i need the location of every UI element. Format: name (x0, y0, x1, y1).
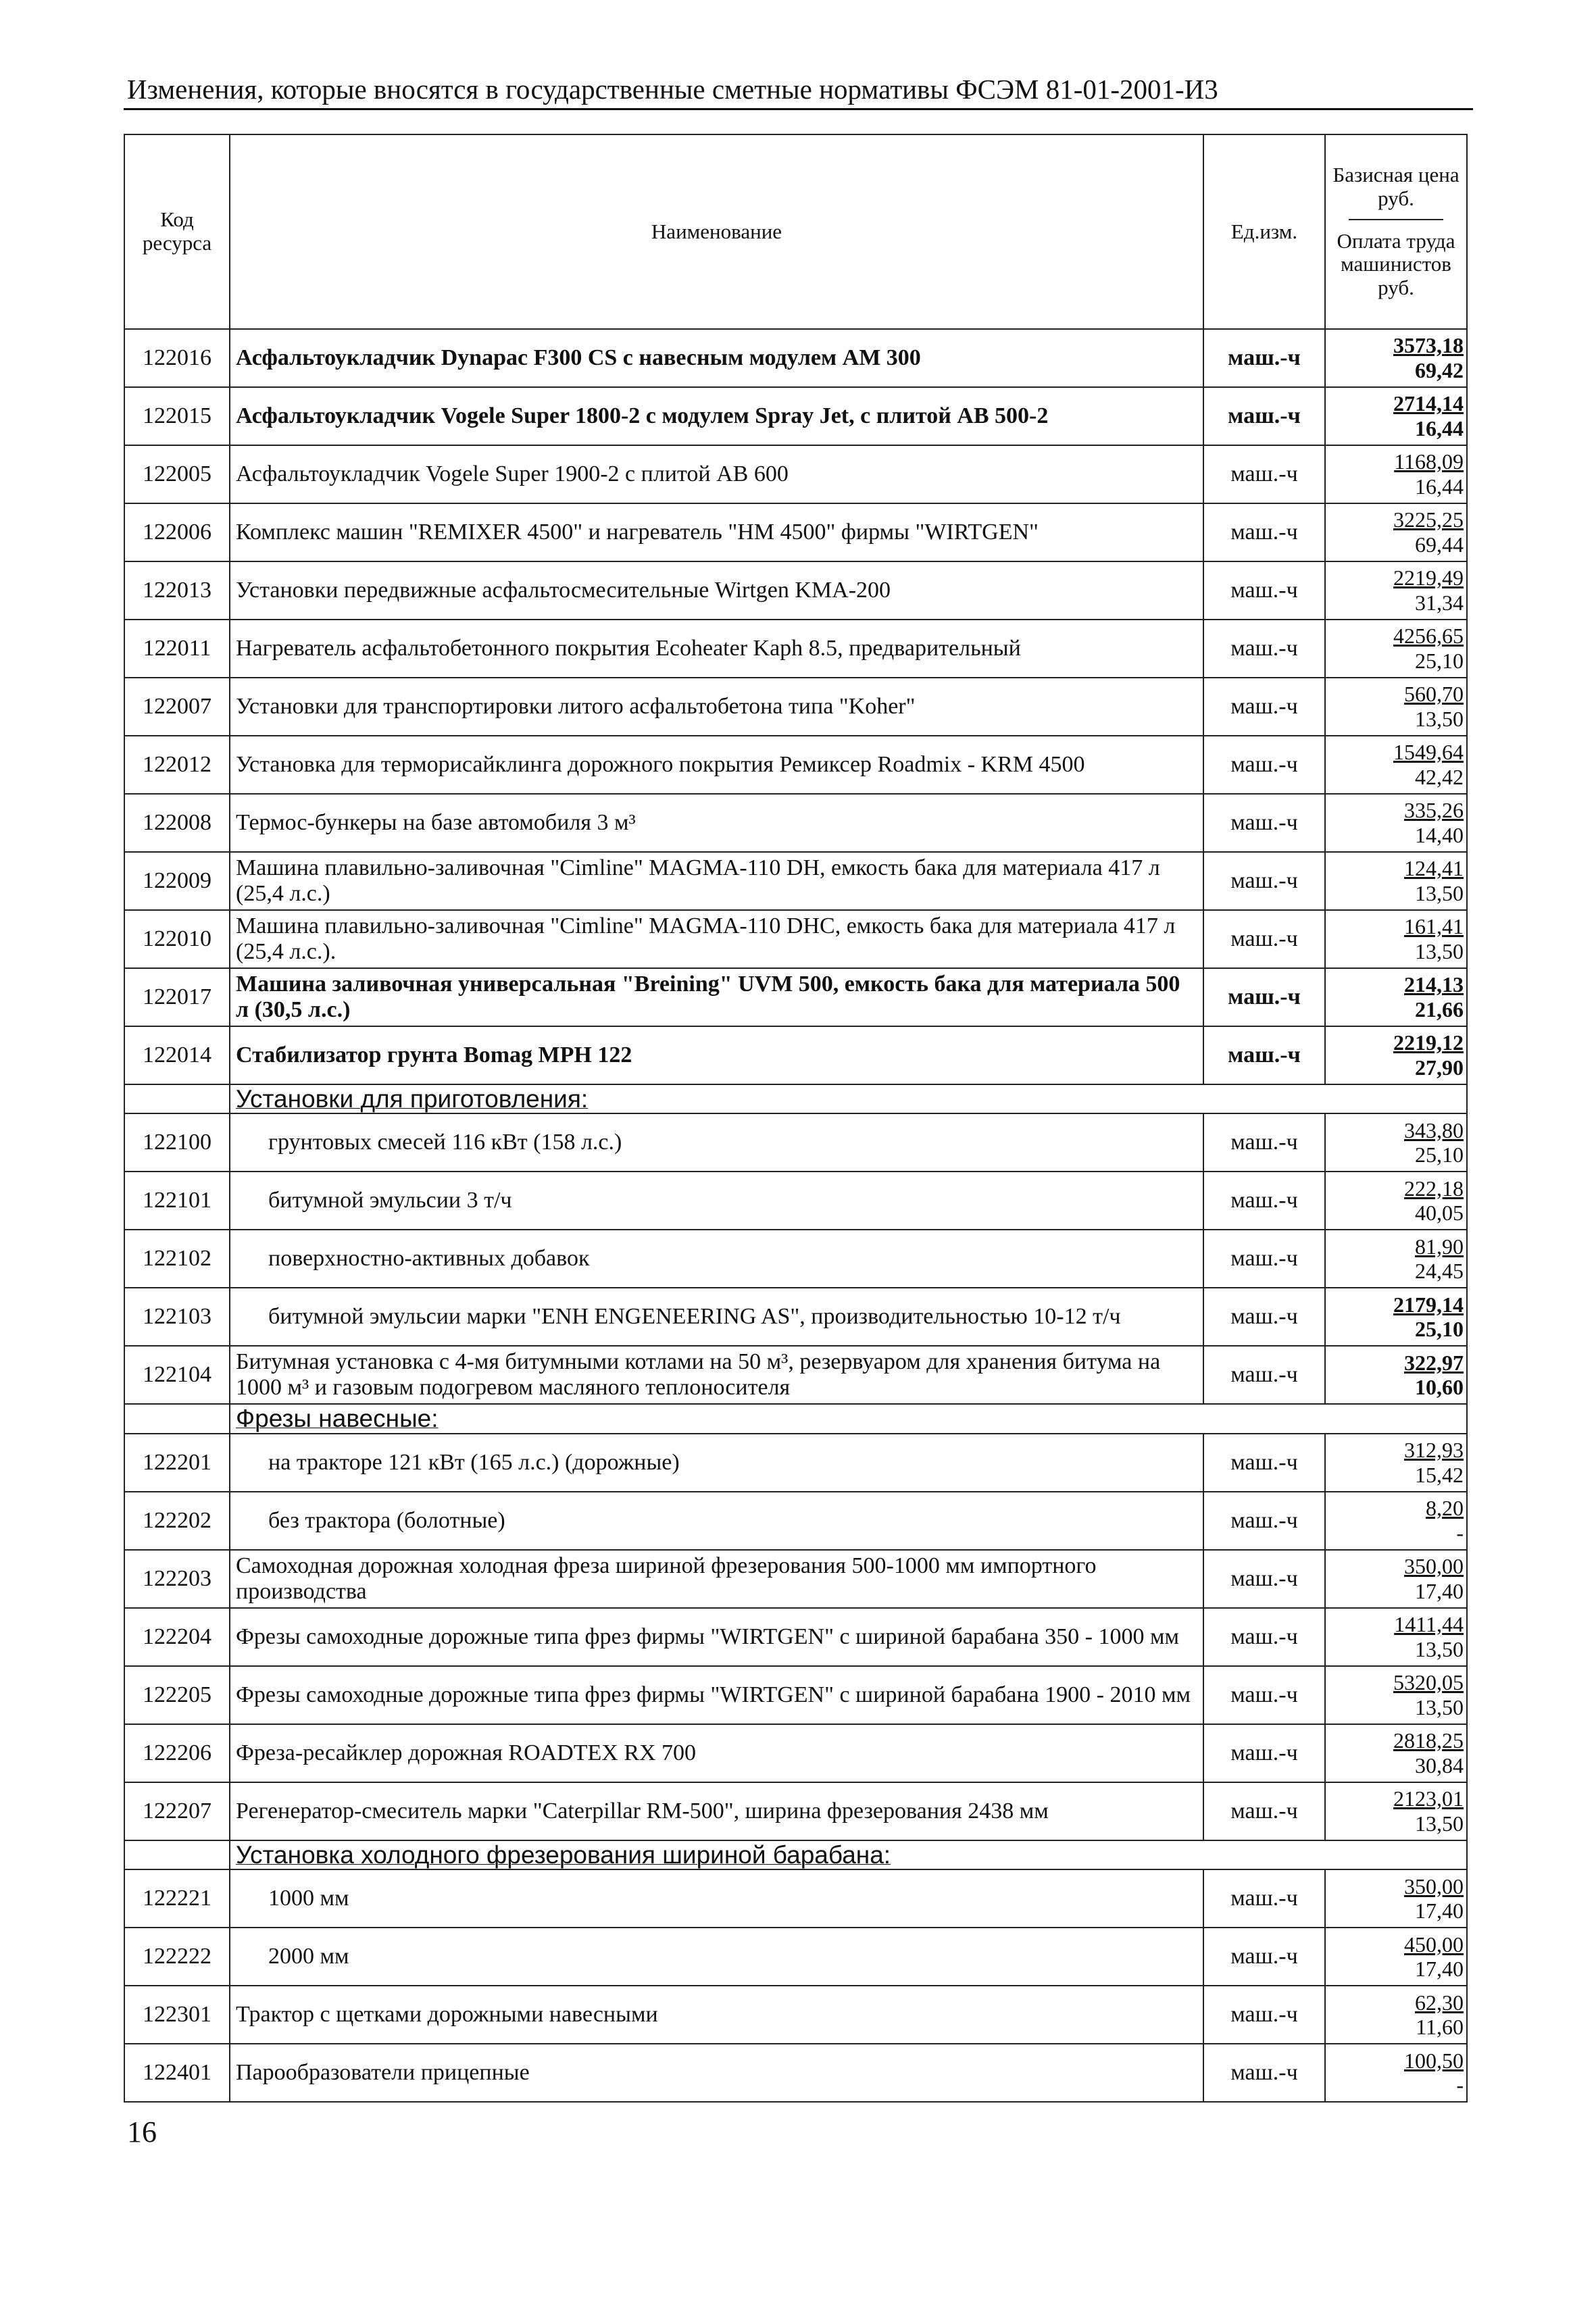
resource-price (1325, 1288, 1467, 1346)
resource-price (1325, 1492, 1467, 1550)
resource-code: 122006 (124, 503, 230, 561)
resource-name: Машина плавильно-заливочная "Cimline" MAGMA-110 DH, емкость бака для материала 417 л (25,4 л.с.) (230, 852, 1203, 910)
resource-code: 122012 (124, 736, 230, 794)
operator-wage: 40,05 (1415, 1201, 1464, 1226)
resource-price (1325, 387, 1467, 445)
col-header-code: Код ресурса (124, 134, 230, 329)
table-row (124, 736, 1467, 794)
resource-price (1325, 503, 1467, 561)
resource-price (1325, 1608, 1467, 1666)
base-price: 2219,49 (1393, 565, 1464, 590)
base-price: 214,13 (1404, 972, 1464, 997)
table-row (124, 1666, 1467, 1724)
table-row (124, 561, 1467, 620)
resource-unit: маш.-ч (1203, 1346, 1325, 1404)
section-title: Фрезы навесные: (230, 1404, 1467, 1433)
resource-name: грунтовых смесей 116 кВт (158 л.с.) (230, 1113, 1203, 1172)
page-number: 16 (127, 2115, 157, 2148)
section-title: Установка холодного фрезерования шириной барабана: (230, 1840, 1467, 1869)
resource-unit: маш.-ч (1203, 1928, 1325, 1986)
resource-name: Машина заливочная универсальная "Breining" UVM 500, емкость бака для материала 500 л (30,5 л.с.) (230, 968, 1203, 1026)
resource-unit: маш.-ч (1203, 503, 1325, 561)
resource-name: Трактор с щетками дорожными навесными (230, 1986, 1203, 2044)
resource-code: 122203 (124, 1550, 230, 1608)
resource-unit: маш.-ч (1203, 387, 1325, 445)
resource-code: 122401 (124, 2044, 230, 2102)
resource-unit: маш.-ч (1203, 794, 1325, 852)
operator-wage: 24,45 (1415, 1259, 1464, 1284)
resource-name: битумной эмульсии 3 т/ч (230, 1172, 1203, 1230)
resource-name: 2000 мм (230, 1928, 1203, 1986)
col-header-price-bottom: Оплата труда машинистов руб. (1337, 228, 1455, 300)
base-price: 335,26 (1404, 798, 1464, 823)
resource-name: Нагреватель асфальтобетонного покрытия Ecoheater Kaph 8.5, предварительный (230, 620, 1203, 678)
resource-unit: маш.-ч (1203, 1666, 1325, 1724)
operator-wage: - (1456, 2073, 1464, 2098)
resource-price (1325, 1434, 1467, 1492)
resource-name: Машина плавильно-заливочная "Cimline" MAGMA-110 DHC, емкость бака для материала 417 л (25,4 л.с.). (230, 910, 1203, 968)
resource-code: 122202 (124, 1492, 230, 1550)
resource-code: 122017 (124, 968, 230, 1026)
resource-price (1325, 445, 1467, 503)
resource-code: 122204 (124, 1608, 230, 1666)
operator-wage: 13,50 (1415, 1636, 1464, 1661)
resource-unit: маш.-ч (1203, 445, 1325, 503)
table-row (124, 1288, 1467, 1346)
resource-code: 122008 (124, 794, 230, 852)
resource-name: Регенератор-смеситель марки "Caterpillar RM-500", ширина фрезерования 2438 мм (230, 1782, 1203, 1840)
table-row (124, 1172, 1467, 1230)
resource-code: 122102 (124, 1230, 230, 1288)
operator-wage: 16,44 (1415, 416, 1464, 441)
resource-unit: маш.-ч (1203, 620, 1325, 678)
resource-name: Комплекс машин "REMIXER 4500" и нагреватель "HM 4500" фирмы "WIRTGEN" (230, 503, 1203, 561)
section-title: Установки для приготовления: (230, 1084, 1467, 1113)
resource-price (1325, 1724, 1467, 1782)
resource-unit: маш.-ч (1203, 1288, 1325, 1346)
operator-wage: 69,42 (1415, 358, 1464, 382)
table-row (124, 329, 1467, 387)
table-row (124, 1113, 1467, 1172)
base-price: 560,70 (1404, 682, 1464, 707)
resource-code: 122206 (124, 1724, 230, 1782)
operator-wage: 25,10 (1415, 1317, 1464, 1342)
section-row (124, 1404, 1467, 1433)
resource-code: 122013 (124, 561, 230, 620)
resource-price (1325, 852, 1467, 910)
base-price: 5320,05 (1393, 1670, 1464, 1695)
resource-unit: маш.-ч (1203, 910, 1325, 968)
col-header-unit: Ед.изм. (1203, 134, 1325, 329)
operator-wage: 15,42 (1415, 1462, 1464, 1487)
table-row (124, 1026, 1467, 1084)
table-row (124, 445, 1467, 503)
base-price: 343,80 (1404, 1117, 1464, 1142)
table-row (124, 910, 1467, 968)
table-row (124, 1986, 1467, 2044)
operator-wage: 11,60 (1416, 2015, 1464, 2040)
resource-unit: маш.-ч (1203, 1724, 1325, 1782)
table-row (124, 503, 1467, 561)
table-row (124, 1928, 1467, 1986)
base-price: 222,18 (1404, 1176, 1464, 1201)
base-price: 3573,18 (1393, 333, 1464, 358)
base-price: 3225,25 (1393, 507, 1464, 532)
operator-wage: 30,84 (1415, 1753, 1464, 1778)
section-row (124, 1084, 1467, 1113)
resource-unit: маш.-ч (1203, 1550, 1325, 1608)
resource-name: Битумная установка с 4-мя битумными котлами на 50 м³, резервуаром для хранения битума на 1000 м³ и газовым подогревом масляного теплоносителя (230, 1346, 1203, 1404)
resource-unit: маш.-ч (1203, 1230, 1325, 1288)
resource-code: 122100 (124, 1113, 230, 1172)
resource-name: Термос-бункеры на базе автомобиля 3 м³ (230, 794, 1203, 852)
col-header-price-top: Базисная цена руб. (1332, 163, 1460, 210)
section-row (124, 1840, 1467, 1869)
operator-wage: 10,60 (1415, 1375, 1464, 1400)
resource-code: 122301 (124, 1986, 230, 2044)
resource-code: 122101 (124, 1172, 230, 1230)
resource-price (1325, 1172, 1467, 1230)
header-rule (124, 108, 1473, 110)
resource-name: на тракторе 121 кВт (165 л.с.) (дорожные) (230, 1434, 1203, 1492)
base-price: 450,00 (1404, 1932, 1464, 1957)
table-row (124, 1782, 1467, 1840)
resource-unit: маш.-ч (1203, 1608, 1325, 1666)
resource-code: 122009 (124, 852, 230, 910)
resource-price (1325, 1346, 1467, 1404)
resource-code: 122103 (124, 1288, 230, 1346)
col-header-name: Наименование (230, 134, 1203, 329)
resource-name: Фреза-ресайклер дорожная ROADTEX RX 700 (230, 1724, 1203, 1782)
resource-price (1325, 620, 1467, 678)
table-row (124, 968, 1467, 1026)
resource-name: Установки передвижные асфальтосмесительные Wirtgen KMA-200 (230, 561, 1203, 620)
table-row (124, 1550, 1467, 1608)
resource-name: Асфальтоукладчик Vogele Super 1800-2 с модулем Spray Jet, с плитой AB 500-2 (230, 387, 1203, 445)
resource-name: Самоходная дорожная холодная фреза шириной фрезерования 500-1000 мм импортного производства (230, 1550, 1203, 1608)
resource-unit: маш.-ч (1203, 852, 1325, 910)
table-row (124, 794, 1467, 852)
resource-unit: маш.-ч (1203, 1492, 1325, 1550)
resource-price (1325, 329, 1467, 387)
resource-unit: маш.-ч (1203, 1986, 1325, 2044)
resource-unit: маш.-ч (1203, 1172, 1325, 1230)
operator-wage: 13,50 (1415, 1694, 1464, 1719)
resource-price (1325, 1928, 1467, 1986)
resource-price (1325, 968, 1467, 1026)
resource-name: Установка для терморисайклинга дорожного покрытия Ремиксер Roadmix - KRM 4500 (230, 736, 1203, 794)
resource-name: битумной эмульсии марки "ENH ENGENEERING AS", производительностью 10-12 т/ч (230, 1288, 1203, 1346)
resource-code: 122005 (124, 445, 230, 503)
resource-code: 122007 (124, 678, 230, 736)
table-row (124, 1434, 1467, 1492)
resource-unit: маш.-ч (1203, 2044, 1325, 2102)
base-price: 350,00 (1404, 1554, 1464, 1579)
base-price: 62,30 (1415, 1990, 1464, 2015)
base-price: 350,00 (1404, 1873, 1464, 1898)
resource-name: Стабилизатор грунта Bomag MPH 122 (230, 1026, 1203, 1084)
resource-price (1325, 678, 1467, 736)
table-row (124, 1869, 1467, 1928)
resource-unit: маш.-ч (1203, 736, 1325, 794)
table-row (124, 2044, 1467, 2102)
resource-unit: маш.-ч (1203, 1869, 1325, 1928)
resource-price (1325, 561, 1467, 620)
resource-price (1325, 736, 1467, 794)
base-price: 2818,25 (1393, 1728, 1464, 1753)
base-price: 124,41 (1404, 856, 1464, 881)
resource-name: 1000 мм (230, 1869, 1203, 1928)
base-price: 8,20 (1426, 1496, 1464, 1521)
resource-price (1325, 1026, 1467, 1084)
resource-price (1325, 1986, 1467, 2044)
resource-price (1325, 1782, 1467, 1840)
base-price: 4256,65 (1393, 624, 1464, 649)
operator-wage: - (1456, 1520, 1464, 1545)
resource-name: поверхностно-активных добавок (230, 1230, 1203, 1288)
resource-table (124, 134, 1468, 2103)
resource-price (1325, 1550, 1467, 1608)
resource-price (1325, 2044, 1467, 2102)
base-price: 161,41 (1404, 914, 1464, 939)
base-price: 1411,44 (1394, 1612, 1464, 1637)
operator-wage: 25,10 (1415, 1142, 1464, 1167)
operator-wage: 13,50 (1415, 881, 1464, 905)
operator-wage: 17,40 (1415, 1898, 1464, 1923)
base-price: 322,97 (1404, 1350, 1464, 1375)
base-price: 1168,09 (1394, 449, 1464, 474)
resource-name: Парообразователи прицепные (230, 2044, 1203, 2102)
operator-wage: 17,40 (1415, 1578, 1464, 1603)
resource-code: 122014 (124, 1026, 230, 1084)
table-row (124, 1608, 1467, 1666)
operator-wage: 27,90 (1415, 1055, 1464, 1080)
resource-code: 122201 (124, 1434, 230, 1492)
table-row (124, 387, 1467, 445)
table-row (124, 1230, 1467, 1288)
resource-code: 122207 (124, 1782, 230, 1840)
operator-wage: 13,50 (1415, 939, 1464, 963)
resource-price (1325, 794, 1467, 852)
table-row (124, 678, 1467, 736)
resource-name: Установки для транспортировки литого асфальтобетона типа "Koher" (230, 678, 1203, 736)
resource-price (1325, 1113, 1467, 1172)
operator-wage: 16,44 (1415, 474, 1464, 499)
resource-price (1325, 1666, 1467, 1724)
base-price: 312,93 (1404, 1438, 1464, 1463)
table-row (124, 620, 1467, 678)
table-row (124, 1492, 1467, 1550)
resource-price (1325, 1230, 1467, 1288)
table-row (124, 1346, 1467, 1404)
base-price: 2714,14 (1393, 391, 1464, 416)
base-price: 81,90 (1415, 1234, 1464, 1259)
base-price: 100,50 (1404, 2048, 1464, 2073)
resource-unit: маш.-ч (1203, 678, 1325, 736)
page-header: Изменения, которые вносятся в государственные сметные нормативы ФСЭМ 81-01-2001-И3 (127, 74, 1218, 105)
operator-wage: 25,10 (1415, 649, 1464, 673)
resource-price (1325, 1869, 1467, 1928)
resource-unit: маш.-ч (1203, 1026, 1325, 1084)
base-price: 2219,12 (1393, 1030, 1464, 1055)
resource-unit: маш.-ч (1203, 1434, 1325, 1492)
resource-code: 122016 (124, 329, 230, 387)
table-header-row (124, 134, 1467, 329)
resource-name: Фрезы самоходные дорожные типа фрез фирмы "WIRTGEN" с шириной барабана 1900 - 2010 мм (230, 1666, 1203, 1724)
resource-unit: маш.-ч (1203, 561, 1325, 620)
operator-wage: 13,50 (1415, 707, 1464, 731)
resource-code: 122015 (124, 387, 230, 445)
operator-wage: 69,44 (1415, 532, 1464, 557)
resource-name: Асфальтоукладчик Dynapac F300 CS с навесным модулем AM 300 (230, 329, 1203, 387)
resource-code: 122205 (124, 1666, 230, 1724)
base-price: 2179,14 (1393, 1292, 1464, 1317)
operator-wage: 21,66 (1415, 997, 1464, 1022)
resource-code: 122011 (124, 620, 230, 678)
resource-code: 122104 (124, 1346, 230, 1404)
resource-unit: маш.-ч (1203, 329, 1325, 387)
col-header-price (1325, 134, 1467, 329)
table-row (124, 1724, 1467, 1782)
base-price: 1549,64 (1393, 740, 1464, 765)
resource-name: Асфальтоукладчик Vogele Super 1900-2 с плитой AB 600 (230, 445, 1203, 503)
resource-name: без трактора (болотные) (230, 1492, 1203, 1550)
operator-wage: 17,40 (1415, 1957, 1464, 1982)
resource-name: Фрезы самоходные дорожные типа фрез фирмы "WIRTGEN" с шириной барабана 350 - 1000 мм (230, 1608, 1203, 1666)
base-price: 2123,01 (1393, 1786, 1464, 1811)
resource-price (1325, 910, 1467, 968)
resource-code: 122010 (124, 910, 230, 968)
resource-code: 122222 (124, 1928, 230, 1986)
resource-unit: маш.-ч (1203, 968, 1325, 1026)
resource-code: 122221 (124, 1869, 230, 1928)
table-row (124, 852, 1467, 910)
resource-unit: маш.-ч (1203, 1113, 1325, 1172)
operator-wage: 14,40 (1415, 823, 1464, 847)
operator-wage: 13,50 (1415, 1811, 1464, 1836)
operator-wage: 42,42 (1415, 765, 1464, 789)
operator-wage: 31,34 (1415, 590, 1464, 615)
resource-unit: маш.-ч (1203, 1782, 1325, 1840)
